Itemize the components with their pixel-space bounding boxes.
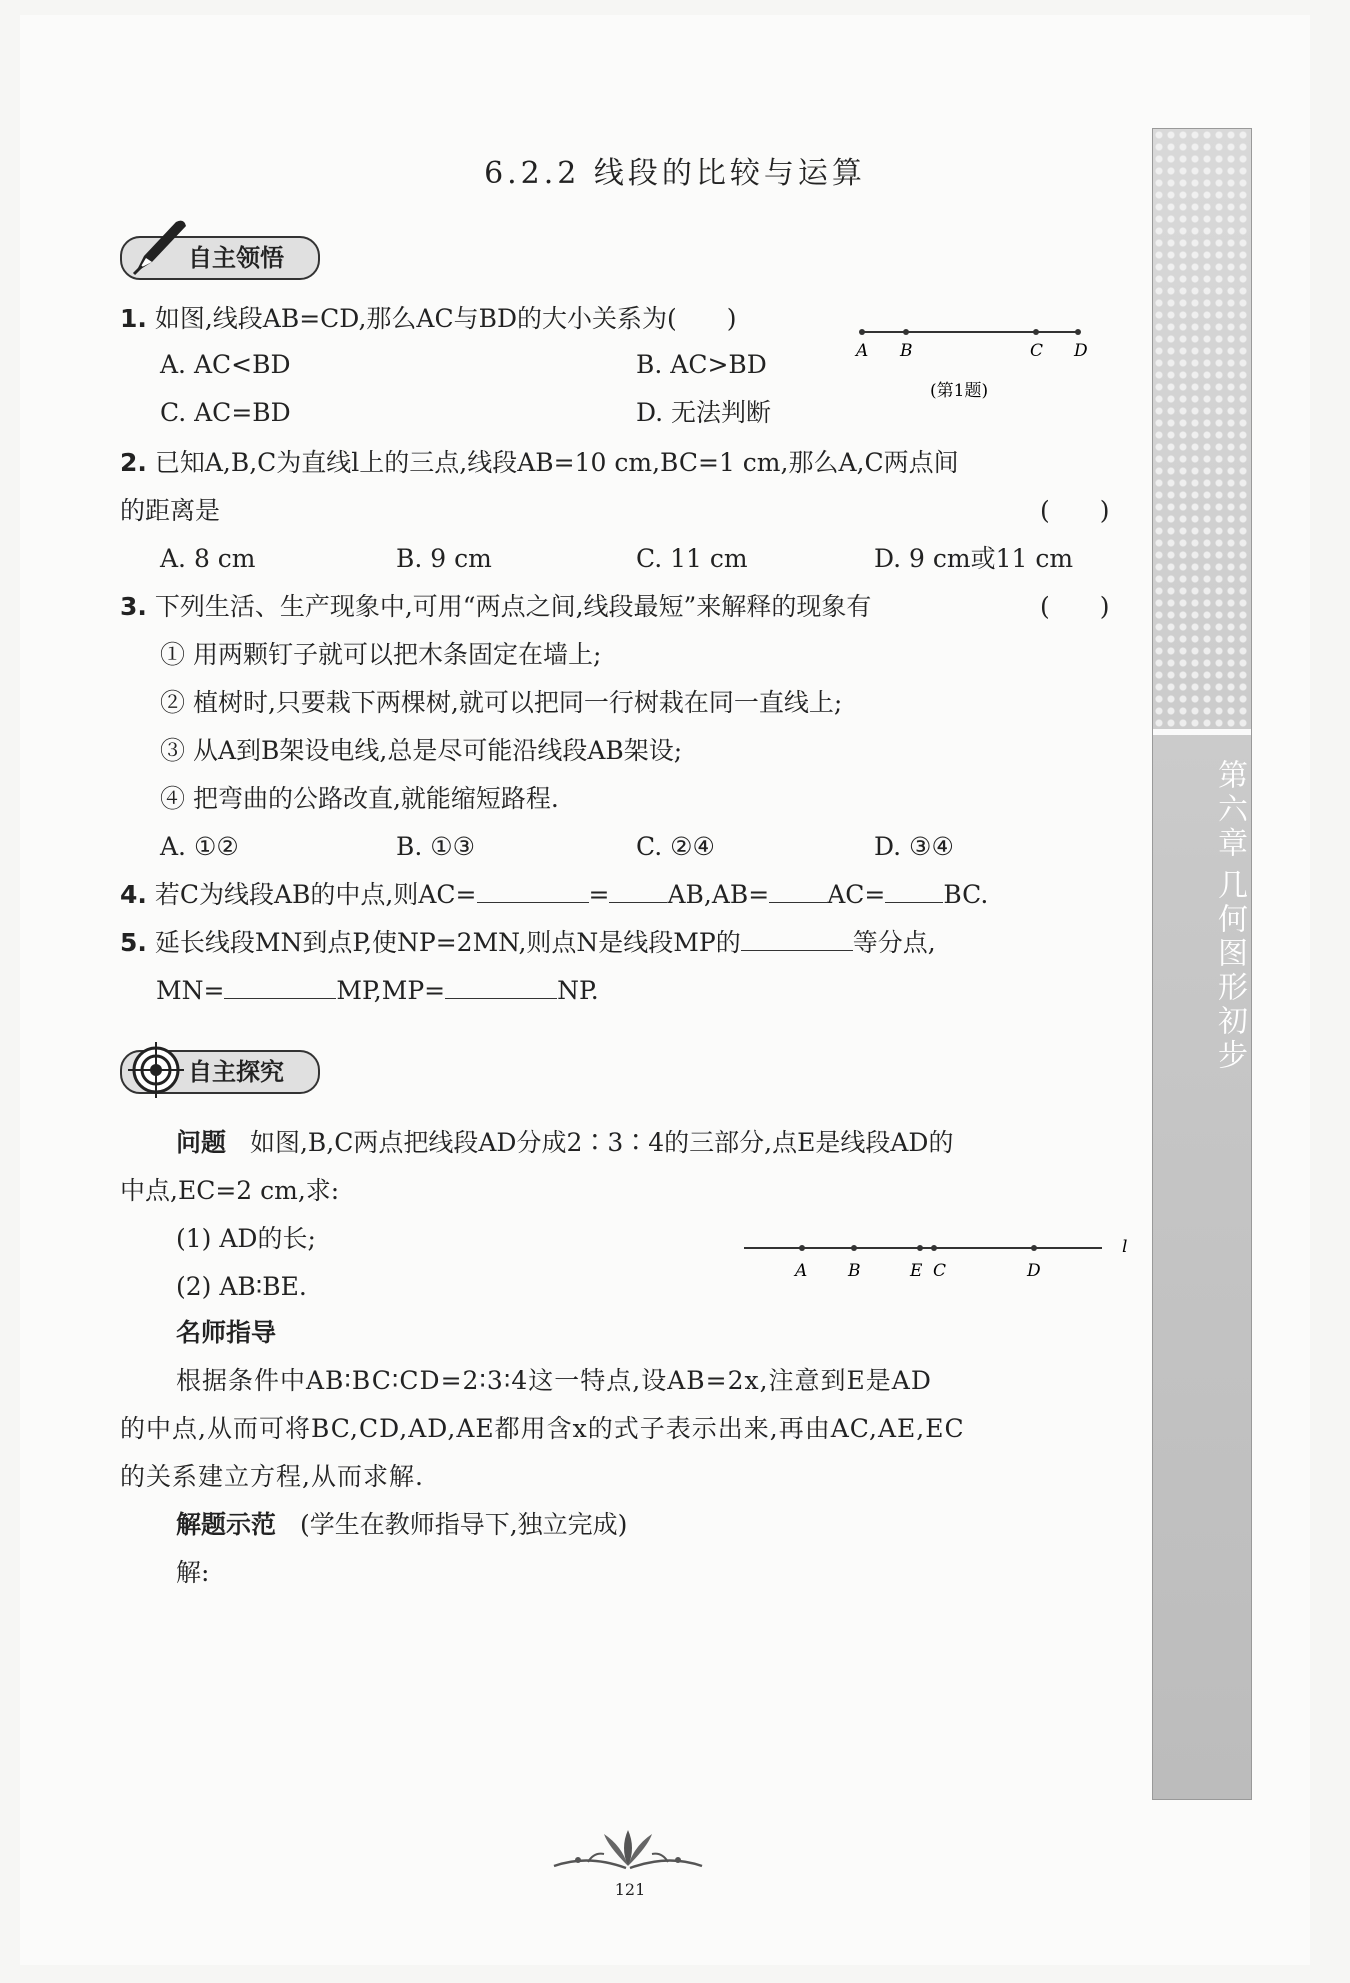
q2-option-c: C. 11 cm [636,544,748,573]
solution-heading [176,1508,627,1542]
q1-option-c: C. AC=BD [160,398,291,427]
point-a [859,329,865,335]
label-c: C [1030,341,1044,361]
q5-text-1: 延长线段MN到点P,使NP=2MN,则点N是线段MP的 [154,928,741,957]
answer-paren: ( ) [1040,592,1110,621]
q4-text-3: AB,AB= [667,880,770,909]
question-text-line-2: 的距离是 [120,496,221,525]
problem-text-2: 中点,EC=2 cm,求: [120,1176,340,1205]
label-a: A [795,1261,808,1281]
q4-text-5: BC. [943,880,989,909]
question-4 [120,878,988,912]
solution-note: (学生在教师指导下,独立完成) [299,1510,628,1539]
answer-blank[interactable] [769,880,827,903]
guide-line-2: 的中点,从而可将BC,CD,AD,AE都用含x的式子表示出来,再由AC,AE,EC [120,1414,965,1443]
problem-text-1: 如图,B,C两点把线段AD分成2∶3∶4的三部分,点E是线段AD的 [249,1128,954,1157]
problem-line-1 [176,1126,953,1160]
target-icon [128,1042,184,1098]
label-c: C [933,1261,947,1281]
label-d: D [1027,1261,1041,1281]
question-number: 5. [120,928,147,957]
solution-label: 解题示范 [176,1510,277,1539]
point-d [1031,1245,1037,1251]
q5-text-2: 等分点, [852,928,936,957]
chapter-side-tab [1152,128,1252,1800]
problem-sub-2: (2) AB∶BE. [176,1272,307,1301]
point-d [1075,329,1081,335]
point-b [903,329,909,335]
question-2 [120,446,959,480]
tab-divider [1153,729,1251,735]
q2-option-d: D. 9 cm或11 cm [874,544,1074,573]
label-b: B [900,341,913,361]
label-b: B [848,1261,861,1281]
q5-text-3: MN= [156,976,225,1005]
question-5 [120,926,936,960]
q4-text-2: = [588,880,610,909]
q1-option-b: B. AC>BD [636,350,767,379]
q3-option-a: A. ①② [160,832,239,861]
point-c [931,1245,937,1251]
answer-blank[interactable] [885,880,943,903]
answer-blank[interactable] [445,976,557,999]
q1-figure [850,316,1100,416]
q5-text-4: MP,MP= [336,976,446,1005]
pen-icon [126,216,192,280]
guide-line-3: 的关系建立方程,从而求解. [120,1462,424,1491]
q3-item-3: ③ 从A到B架设电线,总是尽可能沿线段AB架设; [160,736,683,765]
q1-option-d: D. 无法判断 [636,398,772,427]
q3-item-1: ① 用两颗钉子就可以把木条固定在墙上; [160,640,602,669]
question-1 [120,302,737,336]
answer-paren: ( ) [1040,496,1110,525]
leaf-ornament-icon [548,1826,708,1876]
q5-text-5: NP. [557,976,599,1005]
q3-item-4: ④ 把弯曲的公路改直,就能缩短路程. [160,784,559,813]
page-number: 121 [614,1880,646,1899]
answer-blank[interactable] [224,976,336,999]
question-3 [120,590,871,624]
point-a [799,1245,805,1251]
question-text-line-1: 已知A,B,C为直线l上的三点,线段AB=10 cm,BC=1 cm,那么A,C两点间 [154,448,959,477]
question-number: 1. [120,304,147,333]
q3-option-b: B. ①③ [396,832,476,861]
answer-blank[interactable] [609,880,667,903]
problem-sub-1: (1) AD的长; [176,1224,316,1253]
q2-option-b: B. 9 cm [396,544,492,573]
answer-blank[interactable] [477,880,589,903]
q3-option-d: D. ③④ [874,832,954,861]
q4-text-1: 若C为线段AB的中点,则AC= [154,880,477,909]
figure-caption: (第1题) [930,381,989,401]
problem-label: 问题 [176,1128,227,1157]
label-a: A [856,341,869,361]
question-number: 2. [120,448,147,477]
section-badge-self-study [120,236,320,280]
section-title: 6.2.2 线段的比较与运算 [484,156,866,191]
guide-line-1: 根据条件中AB∶BC∶CD=2∶3∶4这一特点,设AB=2x,注意到E是AD [176,1366,932,1395]
question-text: 如图,线段AB=CD,那么AC与BD的大小关系为( ) [154,304,737,333]
section-badge-self-explore [120,1050,320,1094]
label-e: E [910,1261,923,1281]
answer-label: 解: [176,1558,210,1587]
badge-label: 自主探究 [188,1058,284,1086]
q2-option-a: A. 8 cm [160,544,256,573]
dot-pattern [1153,129,1251,729]
chapter-topic: 几何图形初步 [1212,869,1247,1073]
question-number: 3. [120,592,147,621]
question-5-line-2 [156,974,599,1008]
q3-item-2: ② 植树时,只要栽下两棵树,就可以把同一行树栽在同一直线上; [160,688,843,717]
guide-label: 名师指导 [176,1318,277,1347]
answer-blank[interactable] [741,928,853,951]
point-e [917,1245,923,1251]
question-text: 下列生活、生产现象中,可用“两点之间,线段最短”来解释的现象有 [154,592,872,621]
label-d: D [1074,341,1088,361]
chapter-label: 第六章 [1212,759,1247,861]
q1-option-a: A. AC<BD [160,350,291,379]
problem-figure [740,1236,1140,1296]
question-number: 4. [120,880,147,909]
label-l: l [1122,1237,1128,1257]
q3-option-c: C. ②④ [636,832,715,861]
point-c [1033,329,1039,335]
badge-label: 自主领悟 [188,244,284,272]
q4-text-4: AC= [827,880,886,909]
point-b [851,1245,857,1251]
